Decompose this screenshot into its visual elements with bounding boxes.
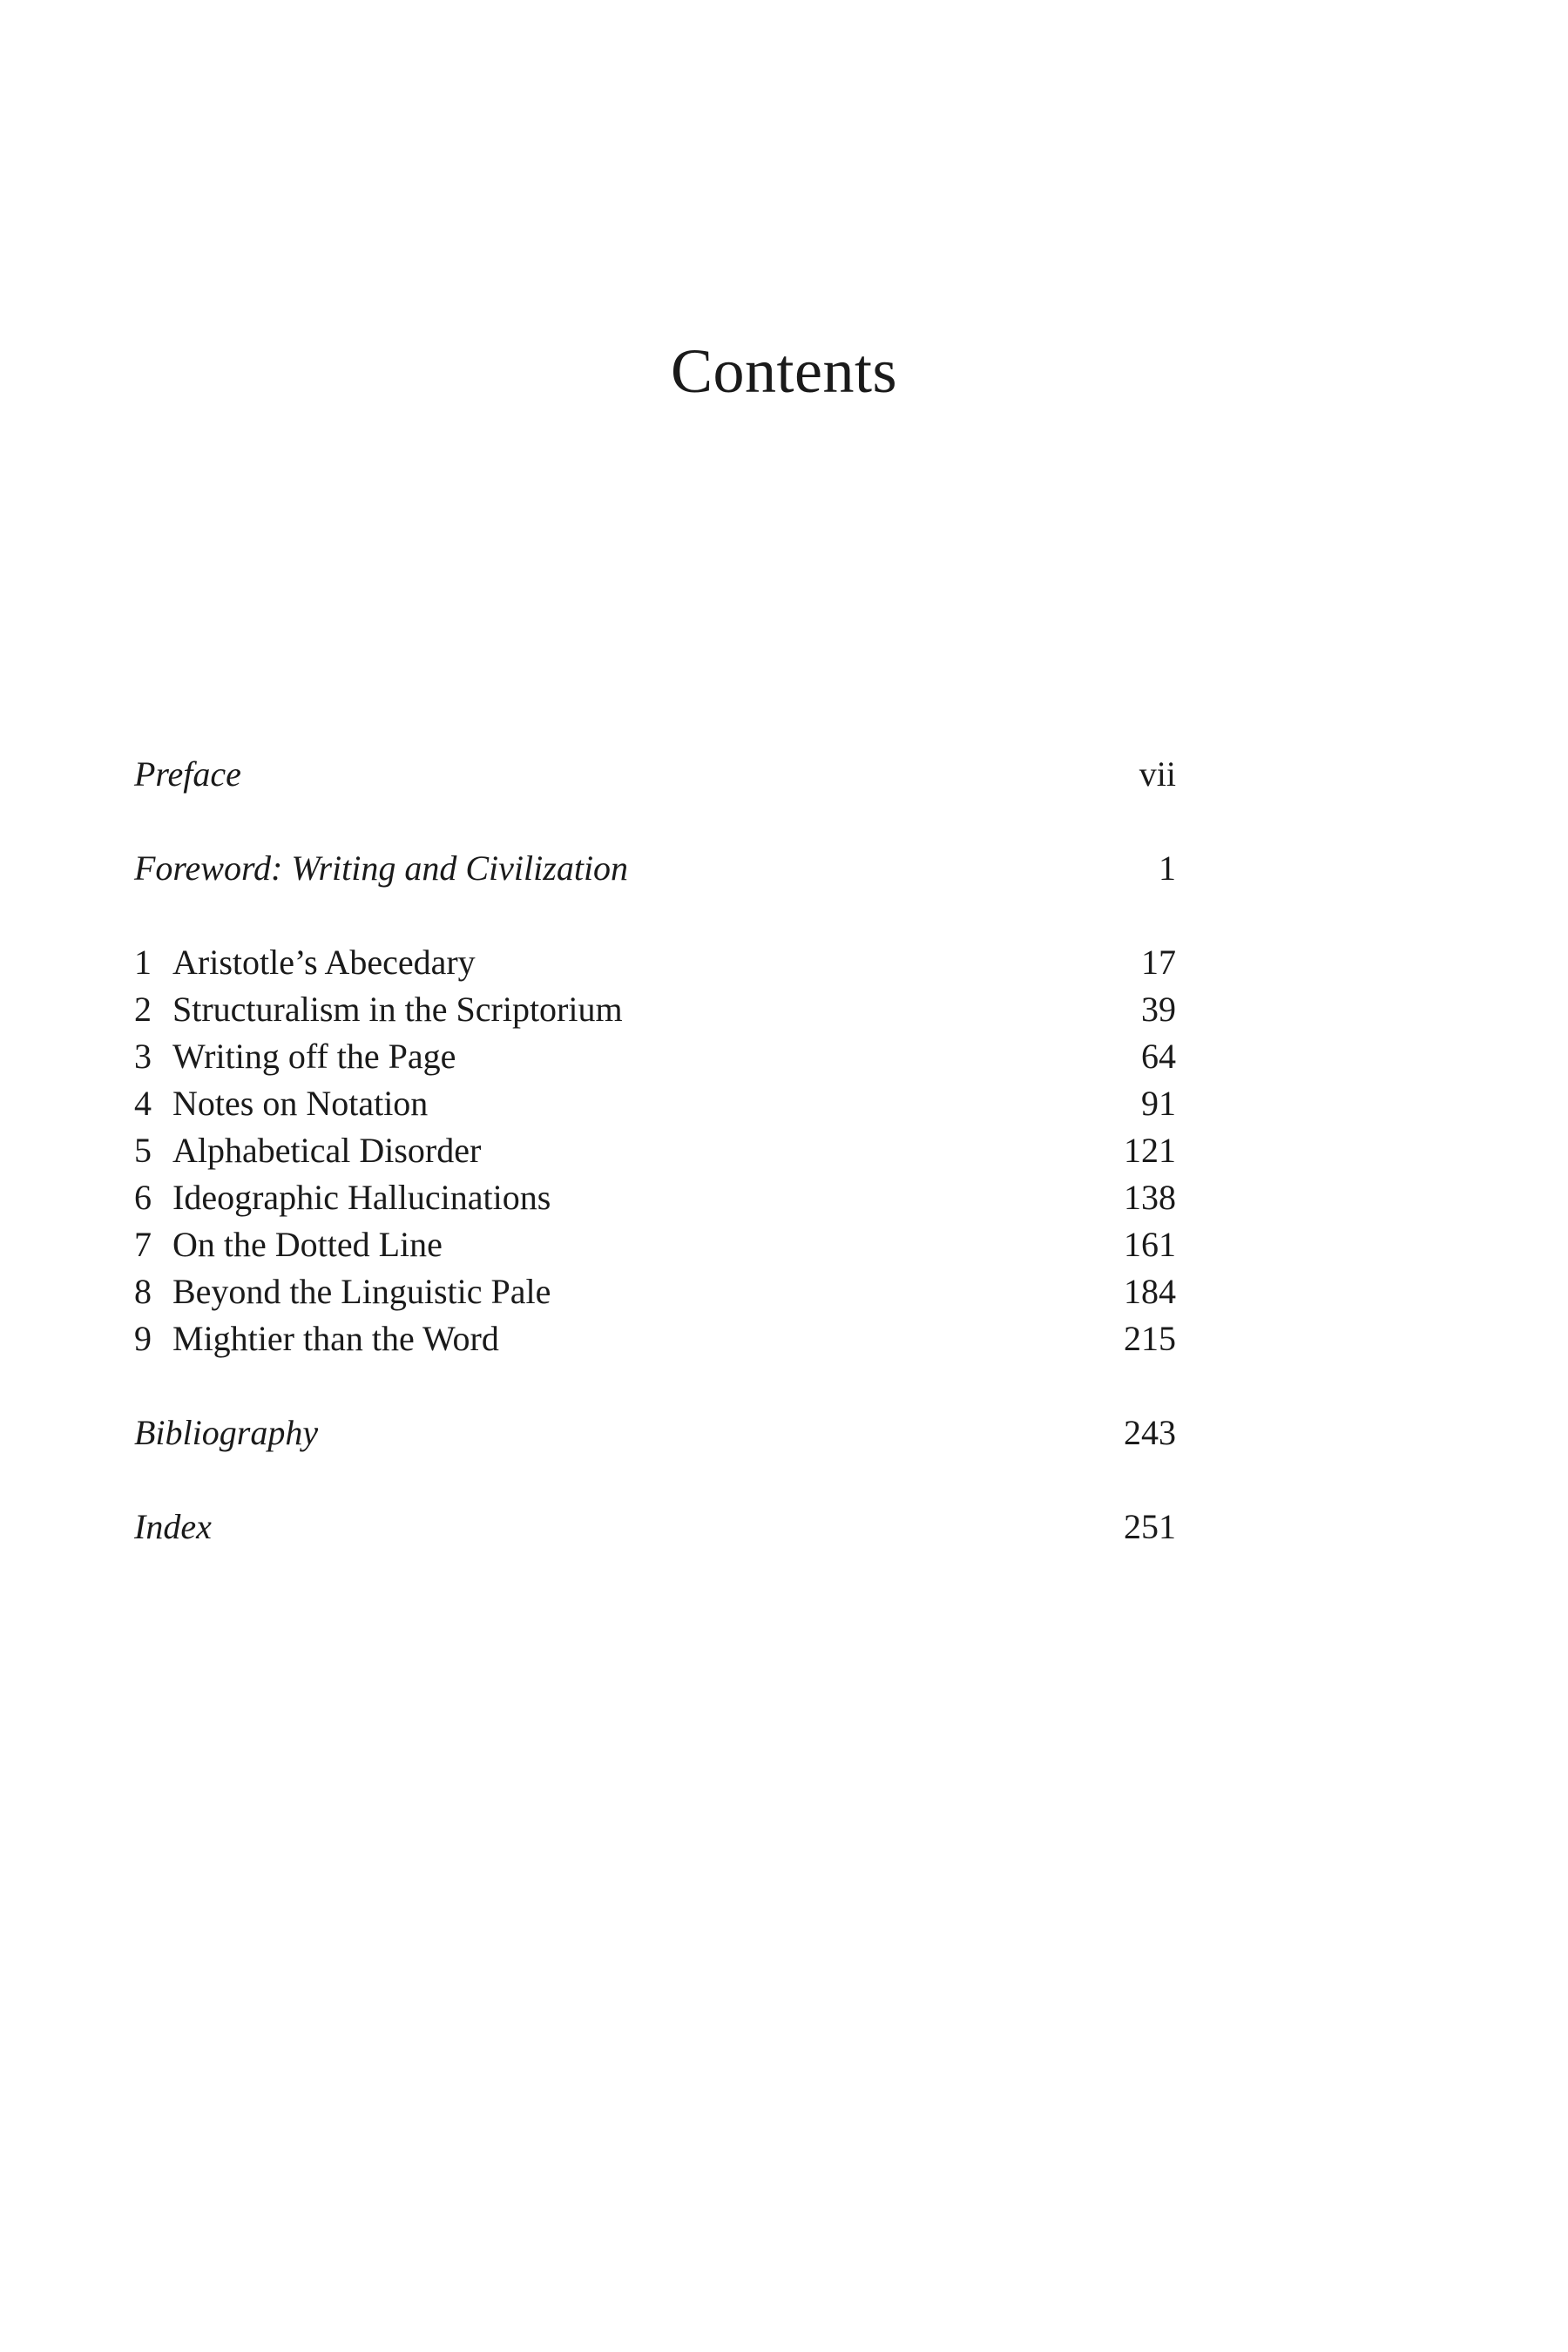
toc-entry-label: Structuralism in the Scriptorium bbox=[172, 990, 623, 1029]
toc-entry-label: Notes on Notation bbox=[172, 1084, 429, 1123]
page-title: Contents bbox=[670, 336, 897, 406]
toc-entry-chapter-2 bbox=[134, 986, 1176, 1033]
toc-entry-label: Foreword: Writing and Civilization bbox=[134, 848, 629, 888]
toc-entry-chapter-7 bbox=[134, 1221, 1176, 1268]
toc-entry-page: 161 bbox=[1124, 1225, 1176, 1264]
toc-entry-label: Index bbox=[134, 1507, 212, 1546]
chapter-number: 9 bbox=[134, 1319, 152, 1358]
toc-entry-chapter-6 bbox=[134, 1174, 1176, 1221]
chapter-number: 4 bbox=[134, 1084, 152, 1123]
toc-entry-page: 17 bbox=[1141, 943, 1176, 982]
toc-entry-label: Writing off the Page bbox=[172, 1037, 456, 1076]
toc-entry-chapter-8 bbox=[134, 1268, 1176, 1315]
chapter-number: 3 bbox=[134, 1037, 152, 1076]
toc-entry-page: vii bbox=[1139, 754, 1176, 794]
toc-entry-label: Aristotle’s Abecedary bbox=[172, 943, 476, 982]
toc-entry-page: 121 bbox=[1124, 1131, 1176, 1170]
toc-entry-page: 138 bbox=[1124, 1178, 1176, 1217]
toc-entry-page: 215 bbox=[1124, 1319, 1176, 1358]
toc-entry-index bbox=[134, 1504, 1176, 1551]
toc-entry-page: 243 bbox=[1124, 1413, 1176, 1452]
toc-entry-label: On the Dotted Line bbox=[172, 1225, 443, 1264]
toc-entry-bibliography bbox=[134, 1409, 1176, 1456]
toc-entry-page: 184 bbox=[1124, 1272, 1176, 1311]
toc-entry-label: Mightier than the Word bbox=[172, 1319, 499, 1358]
chapter-number: 7 bbox=[134, 1225, 152, 1264]
toc-entry-label: Ideographic Hallucinations bbox=[172, 1178, 551, 1217]
toc-entry-chapter-4 bbox=[134, 1080, 1176, 1127]
chapter-number: 5 bbox=[134, 1131, 152, 1170]
toc-entry-page: 91 bbox=[1141, 1084, 1176, 1123]
toc-entry-label: Beyond the Linguistic Pale bbox=[172, 1272, 551, 1311]
toc-entry-chapter-3 bbox=[134, 1033, 1176, 1080]
toc-entry-page: 251 bbox=[1124, 1507, 1176, 1546]
toc-entry-foreword bbox=[134, 845, 1176, 892]
toc-entry-label: Preface bbox=[134, 754, 241, 794]
chapter-number: 2 bbox=[134, 990, 152, 1029]
toc-entry-chapter-1 bbox=[134, 939, 1176, 986]
toc-entry-label: Bibliography bbox=[134, 1413, 319, 1452]
toc-entry-chapter-9 bbox=[134, 1315, 1176, 1362]
chapter-number: 8 bbox=[134, 1272, 152, 1311]
chapter-number: 1 bbox=[134, 943, 152, 982]
toc-entry-page: 64 bbox=[1141, 1037, 1176, 1076]
toc-entry-chapter-5 bbox=[134, 1127, 1176, 1174]
toc-entry-page: 39 bbox=[1141, 990, 1176, 1029]
toc-entry-label: Alphabetical Disorder bbox=[172, 1131, 482, 1170]
toc-entry-page: 1 bbox=[1159, 848, 1176, 888]
toc-entry-preface bbox=[134, 751, 1176, 798]
chapter-number: 6 bbox=[134, 1178, 152, 1217]
